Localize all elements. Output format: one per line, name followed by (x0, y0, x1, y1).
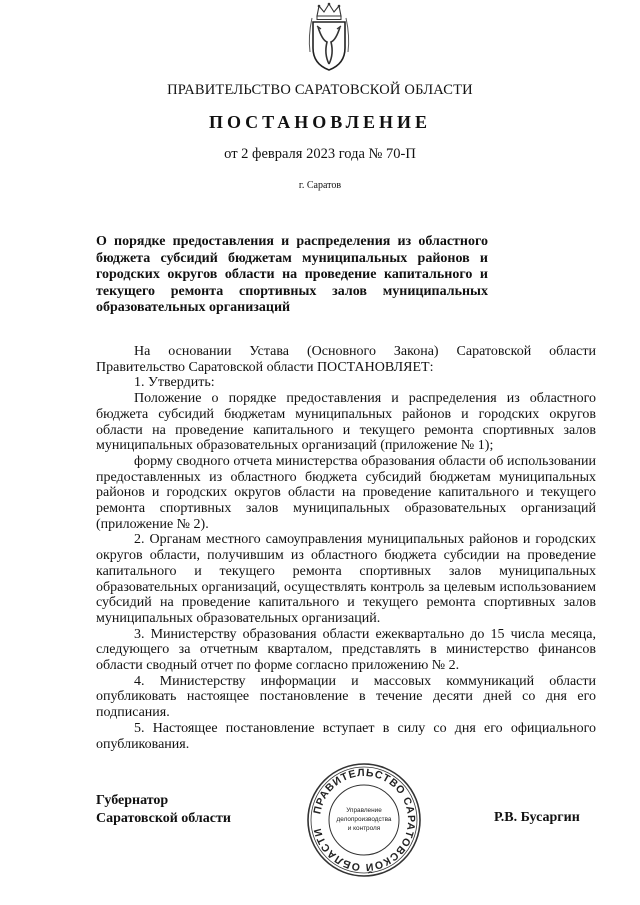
paragraph-item-1-regulation: Положение о порядке предоставления и распределения из областного бюджета субсидий бюджетам муниципальных районов и городских округов области на проведение капитального и текущего ремонта спортивных залов муниципальных образовательных организаций (приложение № 1); (96, 391, 596, 454)
stamp-center-line-3: и контроля (347, 825, 381, 832)
document-type-title: ПОСТАНОВЛЕНИЕ (208, 112, 432, 132)
document-date-number: от 2 февраля 2023 года № 70-П (224, 146, 416, 162)
paragraph-item-4: 4. Министерству информации и массовых коммуникаций области опубликовать настоящее постановление в течение десяти дней со дня его подписания. (96, 673, 596, 721)
document-body (96, 344, 596, 752)
document-subject: О порядке предоставления и распределения из областного бюджета субсидий бюджетам муниципальных районов и городских округов области на проведение капитального и текущего ремонта спортивных залов муниципальных образовательных организаций (96, 234, 488, 315)
paragraph-item-3: 3. Министерству образования области ежеквартально до 15 числа месяца, следующего за отчетным кварталом, представлять в министерство финансов области сводный отчет по форме согласно приложению № 2. (96, 626, 596, 674)
paragraph-item-1: 1. Утвердить: (134, 375, 215, 391)
stamp-center-line-2: делопроизводства (336, 816, 392, 823)
paragraph-item-1-report-form: форму сводного отчета министерства образования области об использовании предоставленных из областного бюджета субсидий бюджетам муниципальных районов и городских округов области на проведение капитального и текущего ремонта спортивных залов муниципальных образовательных организаций (приложение № 2). (96, 453, 596, 532)
paragraph-basis: На основании Устава (Основного Закона) Саратовской области Правительство Саратовской области ПОСТАНОВЛЯЕТ: (96, 344, 596, 375)
stamp-ring-text: ПРАВИТЕЛЬСТВО САРАТОВСКОЙ ОБЛАСТИ (311, 766, 418, 874)
paragraph-item-2: 2. Органам местного самоуправления муниципальных районов и городских округов области, получившим из областного бюджета субсидии на проведение капитального и текущего ремонта спортивных залов муниципальных образовательных организаций, осуществлять контроль за целевым использованием субсидий на проведение капитального и текущего ремонта спортивных залов муниципальных образовательных организаций. (96, 532, 596, 626)
signatory-position-line-1: Губернатор (96, 793, 169, 808)
document-city: г. Саратов (298, 180, 342, 191)
coat-of-arms-emblem (300, 2, 358, 74)
signatory-name: Р.В. Бусаргин (494, 810, 580, 825)
signatory-position-line-2: Саратовской области (96, 811, 231, 826)
signatory-position (96, 792, 231, 828)
stamp-center-line-1: Управление (346, 807, 382, 814)
government-name: ПРАВИТЕЛЬСТВО САРАТОВСКОЙ ОБЛАСТИ (167, 82, 473, 98)
official-stamp (306, 762, 422, 878)
paragraph-item-5: 5. Настоящее постановление вступает в силу со дня его официального опубликования. (96, 720, 596, 752)
